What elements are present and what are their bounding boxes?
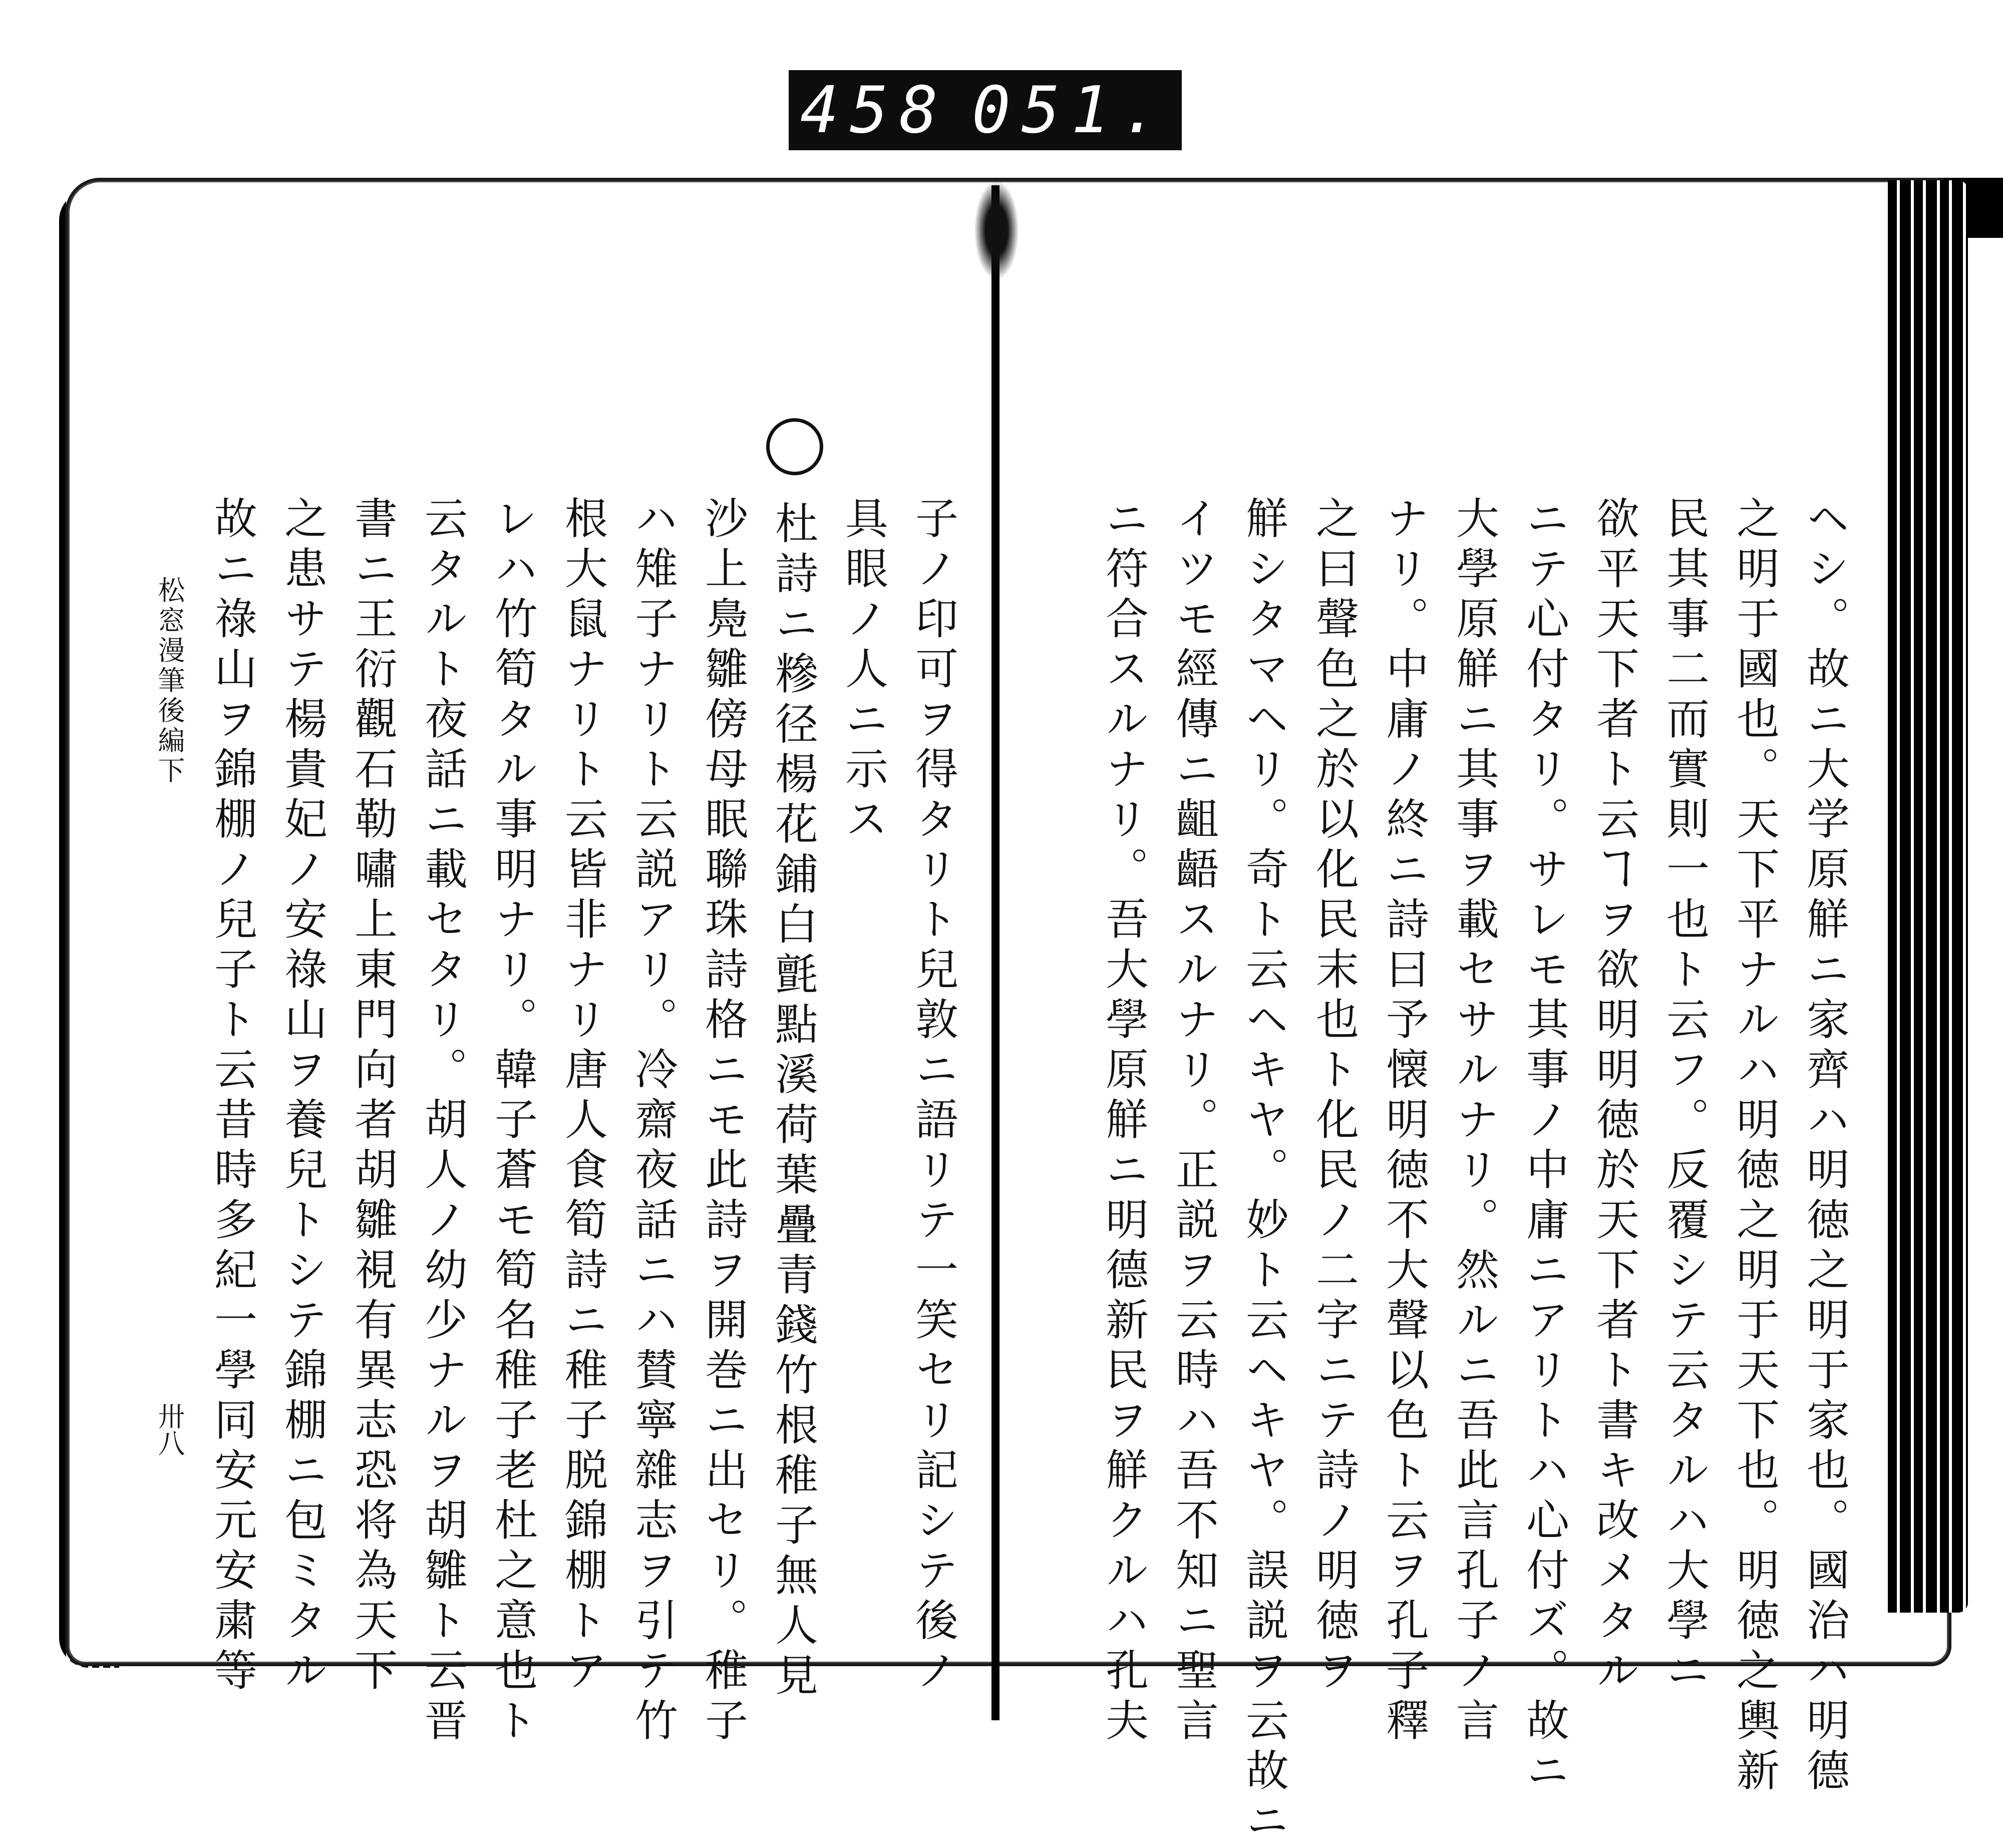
right-col-4: 欲平天下者ト云ヿヲ欲明明徳於天下者ト書キ改メタル [1589, 496, 1639, 1698]
book-gutter [991, 185, 999, 1720]
left-col-10: 之患サテ楊貴妃ノ安祿山ヲ養兒トシテ錦棚ニ包ミタル [277, 496, 327, 1698]
right-page-edges [1888, 180, 1968, 1613]
right-col-1: ヘシ。故ニ大学原觧ニ家齊ハ明徳之明于家也。國治ハ明德 [1799, 496, 1849, 1798]
left-col-6: 根大鼠ナリト云皆非ナリ唐人食筍詩ニ稚子脱錦棚トア [557, 496, 607, 1698]
right-col-7: ナリ。中庸ノ終ニ詩曰予懐明徳不大聲以色ト云ヲ孔子釋 [1379, 496, 1429, 1748]
right-col-2: 之明于國也。天下平ナルハ明徳之明于天下也。明徳之輿新 [1729, 496, 1779, 1798]
left-col-7: レハ竹筍タル事明ナリ。韓子蒼モ筍名稚子老杜之意也ト [487, 496, 537, 1748]
left-col-4: 沙上鳧雛傍母眠聯珠詩格ニモ此詩ヲ開巻ニ出セリ。稚子 [698, 496, 748, 1748]
right-col-3: 民其事二而實則一也ト云フ。反覆シテ云タルハ大學ニ [1659, 496, 1709, 1698]
right-col-5: ニテ心付タリ。サレモ其事ノ中庸ニアリトハ心付ズ。故ニ [1519, 496, 1569, 1798]
left-col-11: 故ニ祿山ヲ錦棚ノ兒子ト云昔時多紀一學同安元安粛等 [207, 496, 257, 1698]
right-col-10: イツモ經傳ニ齟齬スルナリ。正説ヲ云時ハ吾不知ニ聖言 [1168, 496, 1218, 1748]
right-col-8: 之曰聲色之於以化民末也ト化民ノ二字ニテ詩ノ明徳ヲ [1308, 496, 1359, 1698]
left-col-8: 云タルト夜話ニ載セタリ。胡人ノ幼少ナルヲ胡雛ト云晋 [417, 496, 467, 1748]
left-col-3: 杜詩ニ糝径楊花鋪白氈點溪荷葉疊青錢竹根稚子無人見 [768, 501, 818, 1703]
left-col-1: 子ノ印可ヲ得タリト兒敦ニ語リテ一笑セリ記シテ後ノ [908, 496, 958, 1698]
left-col-5: ハ雉子ナリト云説アリ。冷齋夜話ニハ賛寧雜志ヲ引テ竹 [627, 496, 678, 1748]
reel-number: 458 [800, 73, 949, 148]
leaf-number: 卅八 [154, 1402, 185, 1456]
circle-mark [766, 418, 823, 475]
film-frame-label [789, 70, 1182, 150]
right-col-9: 觧シタマヘリ。奇ト云ヘキヤ。妙ト云ヘキヤ。誤説ヲ云故ニ [1238, 496, 1288, 1848]
left-col-2: 具眼ノ人ニ示ス [838, 496, 888, 846]
book-title-footer: 松窓漫筆後編下 [154, 576, 185, 786]
frame-number: 051. [971, 73, 1171, 148]
right-col-11: ニ符合スルナリ。吾大學原觧ニ明德新民ヲ觧クルハ孔夫 [1098, 496, 1148, 1748]
left-col-9: 書ニ王衍觀石勒嘯上東門向者胡雛視有異志恐将為天下 [347, 496, 397, 1698]
right-col-6: 大學原觧ニ其事ヲ載セサルナリ。然ルニ吾此言孔子ノ言 [1449, 496, 1499, 1748]
binding-thread [974, 180, 1019, 280]
